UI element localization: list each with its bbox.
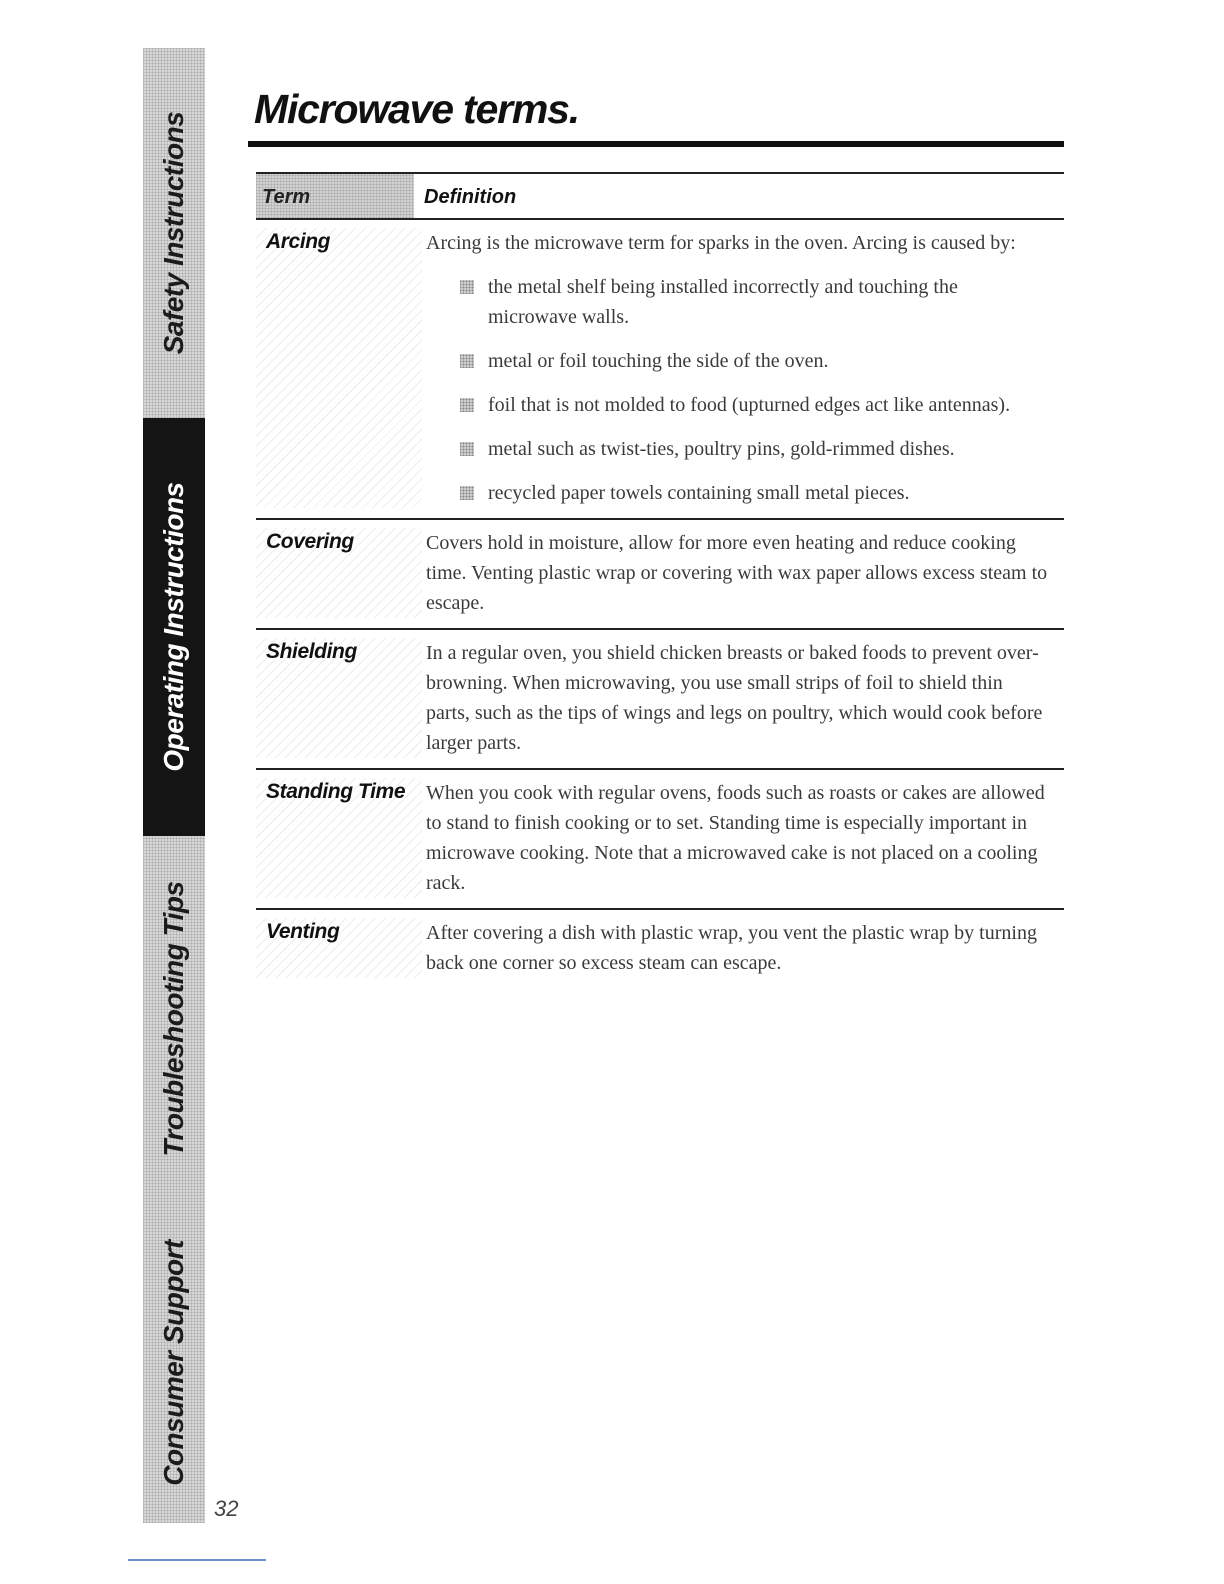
term-cell [256,638,422,758]
term-cell [256,228,422,508]
term-cell [256,918,422,978]
list-item [460,434,1050,464]
bullet-text: recycled paper towels containing small metal pieces. [488,482,910,504]
definition-text: After covering a dish with plastic wrap, you vent the plastic wrap by turning back one corner so excess steam can escape. [426,922,1037,974]
section-sidebar [143,48,205,1523]
column-header-definition: Definition [424,186,517,208]
definition-cell [422,528,1064,618]
table-row [256,520,1064,630]
table-header [256,172,1064,220]
list-item [460,478,1050,508]
term-cell [256,778,422,898]
bullet-text: the metal shelf being installed incorrectly and touching the microwave walls. [488,276,958,328]
term-name: Venting [266,920,340,943]
list-item [460,272,1050,332]
bullet-text: metal such as twist-ties, poultry pins, gold-rimmed dishes. [488,438,955,460]
table-row [256,220,1064,520]
bullet-text: metal or foil touching the side of the oven. [488,350,829,372]
sidebar-tab-label: Operating Instructions [158,482,189,772]
term-name: Shielding [266,640,357,663]
sidebar-tab-label: Consumer Support [158,1239,189,1486]
list-item [460,390,1050,420]
bullet-list [426,272,1050,508]
definition-cell [422,918,1064,978]
bullet-text: foil that is not molded to food (upturned edges act like antennas). [488,394,1011,416]
footer-rule [128,1559,266,1561]
term-name: Standing Time [266,780,406,803]
terms-table [256,172,1064,988]
bullet-square-icon [460,354,474,368]
column-header-term-label: Term [262,186,311,208]
definition-text: Arcing is the microwave term for sparks in the oven. Arcing is caused by: [426,232,1016,254]
page-number: 32 [214,1496,239,1521]
column-header-term [256,174,414,218]
definition-cell [422,228,1064,508]
sidebar-tab-label: Safety Instructions [158,111,189,355]
definition-cell [422,638,1064,758]
definition-text: When you cook with regular ovens, foods such as roasts or cakes are allowed to stand to finish cooking or to set. Standing time is especially important in microwave cooking. Note that a microwaved cake is not placed on a cooling rack. [426,782,1045,894]
bullet-square-icon [460,442,474,456]
table-row [256,910,1064,988]
sidebar-tab-consumer-support[interactable] [143,1202,205,1523]
term-cell [256,528,422,618]
sidebar-tab-operating-instructions[interactable] [143,418,205,836]
title-rule [248,141,1064,147]
bullet-square-icon [460,486,474,500]
page-title: Microwave terms. [254,86,579,132]
sidebar-tab-troubleshooting-tips[interactable] [143,836,205,1202]
sidebar-tab-safety-instructions[interactable] [143,48,205,418]
term-name: Covering [266,530,354,553]
sidebar-tab-label: Troubleshooting Tips [158,881,189,1157]
bullet-square-icon [460,398,474,412]
definition-text: Covers hold in moisture, allow for more even heating and reduce cooking time. Venting plastic wrap or covering with wax paper allows excess steam to escape. [426,532,1048,614]
list-item [460,346,1050,376]
term-name: Arcing [266,230,331,253]
table-row [256,630,1064,770]
table-row [256,770,1064,910]
definition-text: In a regular oven, you shield chicken breasts or baked foods to prevent over-browning. When microwaving, you use small strips of foil to shield thin parts, such as the tips of wings and legs on poultry, which would cook before larger parts. [426,642,1043,754]
definition-cell [422,778,1064,898]
bullet-square-icon [460,280,474,294]
